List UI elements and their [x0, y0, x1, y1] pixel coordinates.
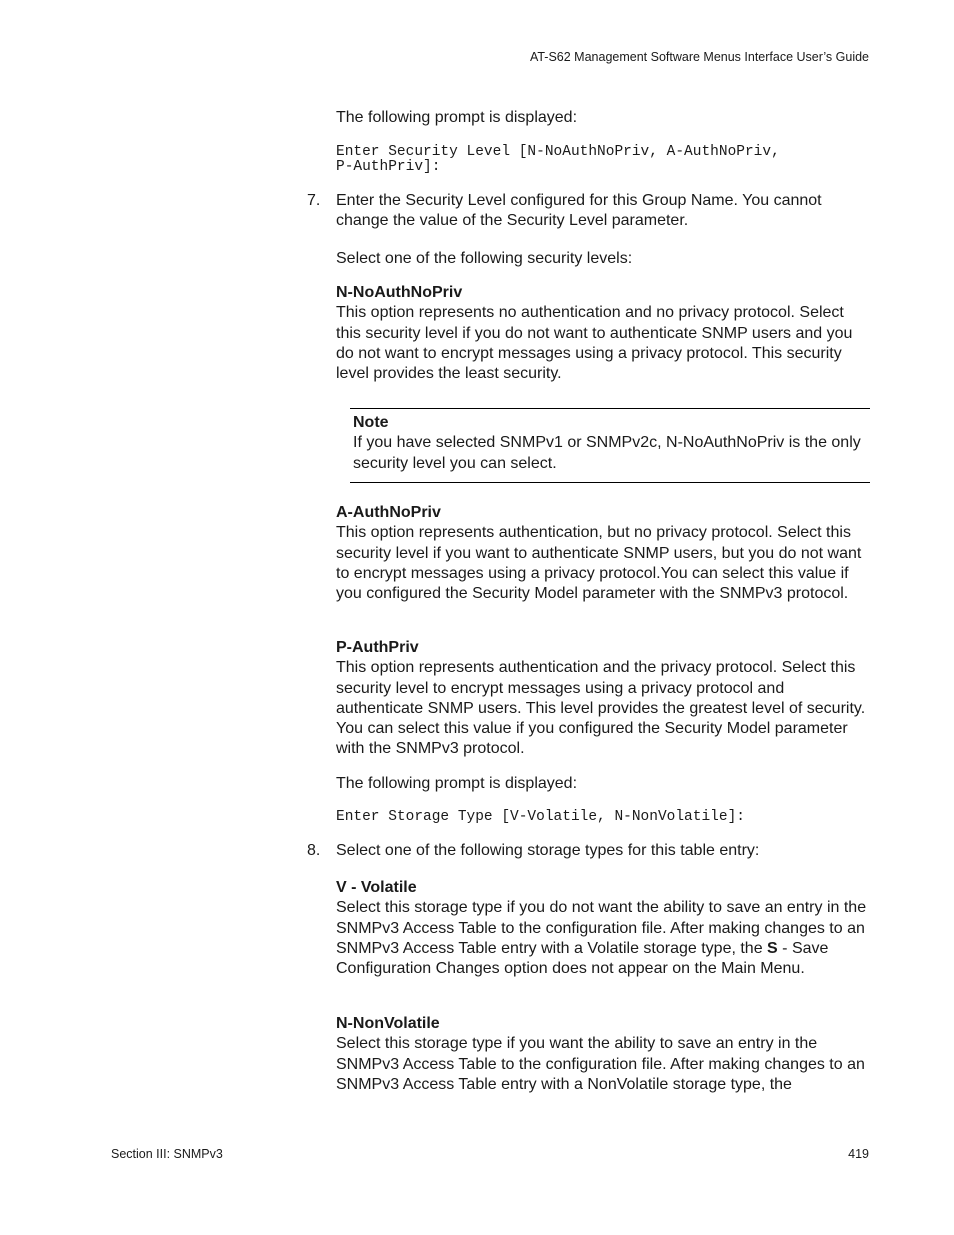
- option-description: This option represents authentication, but no privacy protocol. Select this security level if you want to authenticate SNMP users, but you do not want to encrypt messages using a privacy protocol.You can select this value if you configured the Security Model parameter with the SNMPv3 protocol.: [336, 524, 862, 603]
- option-title: N-NonVolatile: [336, 1015, 440, 1032]
- text-run: Select this storage type if you do not want the ability to save an entry in the SNMPv3 Access Table to the configuration file. After making changes to an SNMPv3 Access Table entry with a Volatile storage type, the: [336, 899, 867, 957]
- prompt-intro: The following prompt is displayed:: [336, 775, 578, 792]
- option-n-noauthnopriv: [336, 283, 871, 384]
- option-description: This option represents no authentication and no privacy protocol. Select this security level if you do not want to authenticate SNMP users and you do not want to encrypt messages using a privacy protocol. This security level provides the least security.: [336, 304, 853, 383]
- option-description: This option represents authentication and the privacy protocol. Select this security level to encrypt messages using a privacy protocol and authenticate SNMP users. This level provides the greatest level of security. You can select this value if you configured the Security Model parameter with the SNMPv3 protocol.: [336, 659, 866, 758]
- option-title: P-AuthPriv: [336, 639, 419, 656]
- option-title: V - Volatile: [336, 879, 417, 896]
- code-line: P-AuthPriv]:: [336, 159, 441, 175]
- menu-key: S: [767, 939, 778, 957]
- option-n-nonvolatile: [336, 1014, 871, 1095]
- option-p-authpriv: [336, 638, 871, 760]
- code-line: Enter Security Level [N-NoAuthNoPriv, A-AuthNoPriv,: [336, 144, 780, 160]
- option-title: A-AuthNoPriv: [336, 504, 441, 521]
- note-box: [350, 408, 870, 483]
- running-header: AT-S62 Management Software Menus Interface User’s Guide: [529, 50, 869, 64]
- option-description: [336, 898, 871, 979]
- step-text: Enter the Security Level configured for this Group Name. You cannot change the value of the Security Level parameter.: [336, 192, 822, 230]
- note-text: If you have selected SNMPv1 or SNMPv2c, N-NoAuthNoPriv is the only security level you can select.: [353, 434, 861, 472]
- note-title: Note: [353, 414, 389, 431]
- page-number: 419: [848, 1147, 869, 1161]
- option-title: N-NoAuthNoPriv: [336, 284, 463, 301]
- prompt-intro: The following prompt is displayed:: [336, 109, 578, 126]
- prompt-code-block: [336, 145, 871, 175]
- prompt-code-line: Enter Storage Type [V-Volatile, N-NonVolatile]:: [336, 809, 745, 825]
- paragraph: Select one of the following security levels:: [336, 250, 633, 267]
- option-v-volatile: [336, 878, 871, 979]
- step-number: 7.: [307, 192, 321, 209]
- footer-section: Section III: SNMPv3: [111, 1147, 223, 1161]
- option-a-authnopriv: [336, 503, 871, 604]
- step-number: 8.: [307, 842, 321, 859]
- option-description: Select this storage type if you want the ability to save an entry in the SNMPv3 Access Table to the configuration file. After making changes to an SNMPv3 Access Table entry with a NonVolatile storage type, the: [336, 1035, 865, 1093]
- text-run: - Save Configuration Changes option does not appear on the Main Menu.: [336, 939, 829, 978]
- step-text: Select one of the following storage types for this table entry:: [336, 842, 760, 859]
